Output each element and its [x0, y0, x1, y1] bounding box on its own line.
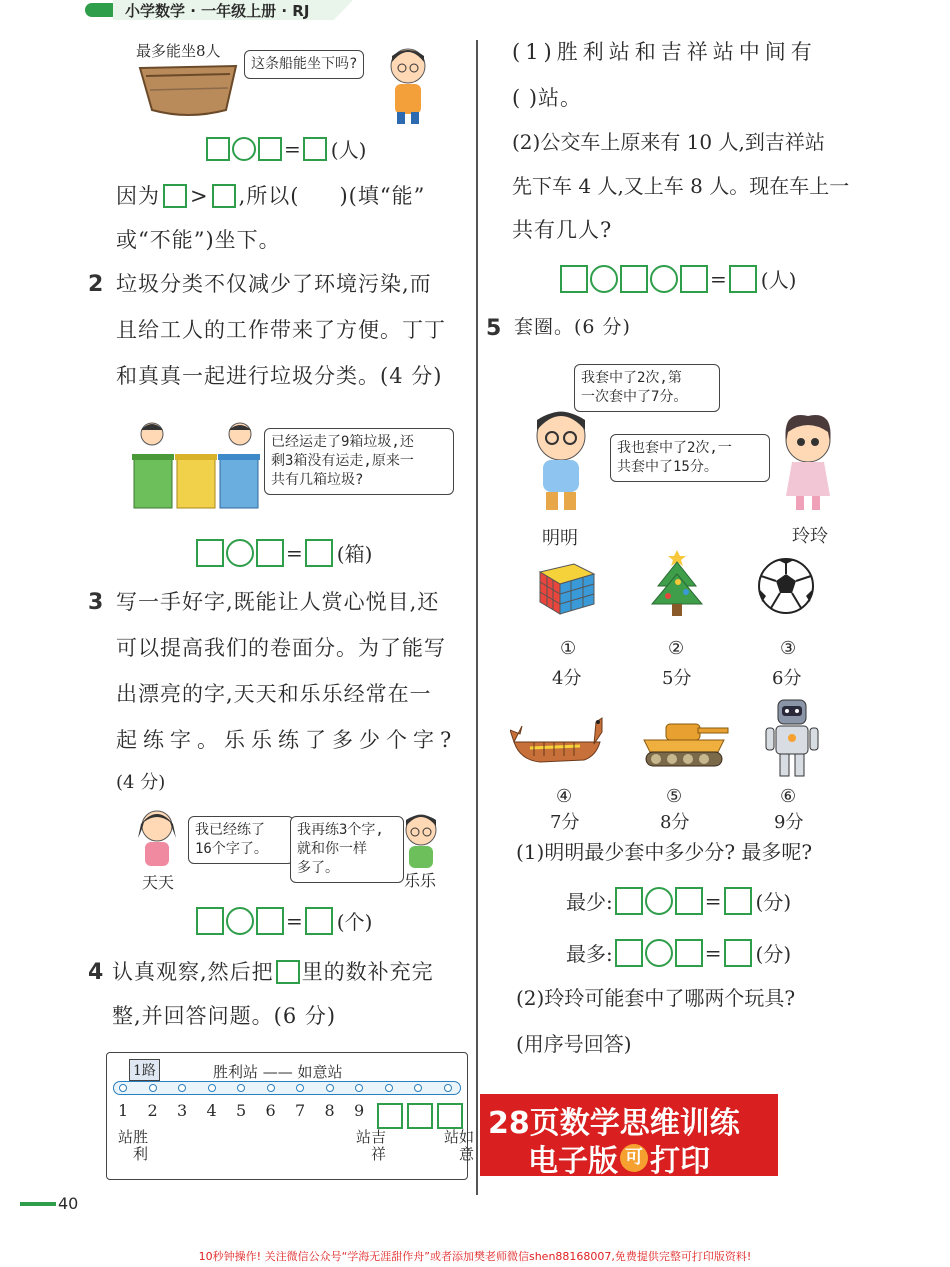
- q4-text-line: 认真观察,然后把 里的数补充完: [112, 959, 434, 984]
- girl-tiantian-icon: [136, 808, 178, 868]
- speech-bubble-garbage: 已经运走了9箱垃圾,还 剩3箱没有运走,原来一 共有几箱垃圾?: [264, 428, 454, 495]
- answer-box[interactable]: [724, 939, 752, 967]
- equation-most: 最多: = (分): [566, 940, 792, 966]
- bus-route-panel: [106, 1052, 475, 1180]
- operator-circle[interactable]: [590, 265, 618, 293]
- answer-box[interactable]: [206, 137, 230, 161]
- answer-box[interactable]: [256, 907, 284, 935]
- q3-text-line: 写一手好字,既能让人赏心悦目,还: [116, 590, 440, 614]
- equation-q4: = (人): [560, 264, 796, 293]
- answer-box[interactable]: [258, 137, 282, 161]
- girl-lingling-icon: [778, 412, 838, 512]
- question-number: 5: [486, 316, 502, 341]
- toy-score: 8分: [660, 812, 690, 833]
- q3-text-line: 出漂亮的字,天天和乐乐经常在一: [116, 682, 432, 706]
- boy-avatar-icon: [386, 46, 430, 126]
- question-number: 2: [88, 272, 104, 297]
- name-lingling: 玲玲: [792, 526, 828, 547]
- answer-box[interactable]: [305, 539, 333, 567]
- answer-box[interactable]: [256, 539, 284, 567]
- q4-sub2-line: 先下车 4 人,又上车 8 人。现在车上一: [512, 174, 850, 198]
- answer-box[interactable]: [407, 1103, 433, 1129]
- route-label: 1路: [129, 1059, 160, 1081]
- toy-index: ⑥: [780, 786, 797, 807]
- q2-text-line: 垃圾分类不仅减少了环境污染,而: [116, 272, 432, 296]
- print-badge: 可: [620, 1144, 648, 1172]
- q4-text-line2: 整,并回答问题。(6 分): [112, 1004, 337, 1028]
- answer-box[interactable]: [305, 907, 333, 935]
- q5-title: 套圈。(6 分): [514, 316, 631, 338]
- robot-icon: [764, 696, 820, 780]
- column-divider: [476, 40, 478, 1195]
- boy-mingming-icon: [528, 408, 594, 512]
- route-stop-number: 4: [206, 1101, 217, 1120]
- name-tiantian: 天天: [142, 873, 175, 892]
- christmas-tree-icon: [646, 546, 708, 620]
- route-stop-dot: [208, 1084, 216, 1092]
- q3-text-line: 可以提高我们的卷面分。为了能写: [116, 636, 446, 660]
- route-stop-number: 1: [118, 1101, 129, 1120]
- answer-box[interactable]: [729, 265, 757, 293]
- route-stop-number: 8: [324, 1101, 335, 1120]
- route-stop-dot: [267, 1084, 275, 1092]
- q5-sub2: (2)玲玲可能套中了哪两个玩具?: [516, 986, 796, 1010]
- q5-sub1: (1)明明最少套中多少分? 最多呢?: [516, 840, 813, 864]
- toy-score: 7分: [550, 812, 580, 833]
- route-stop-number: 9: [354, 1101, 365, 1120]
- toy-index: ②: [668, 638, 685, 659]
- route-stop-dot: [296, 1084, 304, 1092]
- route-stop-dot: [149, 1084, 157, 1092]
- equation-least: 最少: = (分): [566, 888, 792, 914]
- route-stop-dot: [178, 1084, 186, 1092]
- operator-circle[interactable]: [232, 137, 256, 161]
- answer-box[interactable]: [615, 939, 643, 967]
- q4-sub1-line2: ( )站。: [512, 86, 583, 110]
- q2-text-line: 且给工人的工作带来了方便。丁丁: [116, 318, 446, 342]
- boy-lele-icon: [400, 812, 442, 868]
- tank-icon: [638, 716, 730, 772]
- route-stop-number: 2: [147, 1101, 158, 1120]
- answer-box[interactable]: [437, 1103, 463, 1129]
- speech-bubble-lingling: 我也套中了2次,一 共套中了15分。: [610, 434, 770, 482]
- operator-circle[interactable]: [645, 887, 673, 915]
- answer-box[interactable]: [196, 539, 224, 567]
- route-stop-dot: [119, 1084, 127, 1092]
- name-mingming: 明明: [542, 528, 578, 549]
- promo-banner[interactable]: [480, 1094, 778, 1179]
- toy-score: 9分: [774, 812, 804, 833]
- answer-box[interactable]: [377, 1103, 403, 1129]
- rubiks-cube-icon: [536, 556, 598, 618]
- answer-box[interactable]: [615, 887, 643, 915]
- q3-score: (4 分): [116, 772, 166, 793]
- question-number: 4: [88, 960, 104, 985]
- route-stop-dot: [385, 1084, 393, 1092]
- blank-stop-boxes: [377, 1103, 463, 1129]
- equation-q1: = (人): [206, 134, 366, 163]
- toy-score: 4分: [552, 668, 582, 689]
- answer-box[interactable]: [163, 184, 187, 208]
- q4-sub1-line: (1)胜利站和吉祥站中间有: [512, 40, 817, 64]
- answer-box[interactable]: [212, 184, 236, 208]
- equation-q2: = (箱): [196, 538, 372, 567]
- answer-box[interactable]: [560, 265, 588, 293]
- route-stop-dot: [326, 1084, 334, 1092]
- route-track: [113, 1081, 461, 1095]
- page-number-bar: [20, 1202, 56, 1206]
- toy-index: ③: [780, 638, 797, 659]
- route-stop-number: 7: [295, 1101, 306, 1120]
- name-lele: 乐乐: [404, 871, 437, 890]
- route-stop-dot: [237, 1084, 245, 1092]
- speech-bubble-boat: 这条船能坐下吗?: [244, 50, 364, 79]
- question-number: 3: [88, 590, 104, 615]
- toy-index: ①: [560, 638, 577, 659]
- equation-q3: = (个): [196, 906, 372, 935]
- answer-box[interactable]: [724, 887, 752, 915]
- route-stop-number: 6: [265, 1101, 276, 1120]
- operator-circle[interactable]: [226, 539, 254, 567]
- toy-score: 5分: [662, 668, 692, 689]
- q1-reason-line: 因为 > ,所以( )(填“能”: [116, 183, 426, 208]
- station-label-jixiang: 吉祥站: [354, 1129, 387, 1163]
- q5-sub2-line2: (用序号回答): [516, 1032, 632, 1056]
- answer-box[interactable]: [675, 939, 703, 967]
- toy-score: 6分: [772, 668, 802, 689]
- answer-box[interactable]: [675, 887, 703, 915]
- boat-icon: [138, 60, 238, 120]
- route-stop-dot: [444, 1084, 452, 1092]
- route-stop-number: 3: [177, 1101, 188, 1120]
- recycling-bins-icon: [132, 420, 262, 512]
- q4-sub2-line: 共有几人?: [512, 218, 613, 242]
- promo-line2: 电子版 可 打印: [528, 1144, 710, 1179]
- toy-index: ⑤: [666, 786, 683, 807]
- header-band: [85, 0, 355, 22]
- operator-circle[interactable]: [645, 939, 673, 967]
- answer-box[interactable]: [276, 960, 300, 984]
- answer-box[interactable]: [680, 265, 708, 293]
- answer-box[interactable]: [303, 137, 327, 161]
- speech-bubble-mingming: 我套中了2次,第 一次套中了7分。: [574, 364, 720, 412]
- footer-banner: 10秒钟操作! 关注微信公众号“学海无涯甜作舟”或者添加樊老师微信shen88168007,免费提供完整可打印版资料!: [198, 1250, 752, 1263]
- soccer-ball-icon: [756, 556, 816, 616]
- route-stop-number: 5: [236, 1101, 247, 1120]
- boat-caption: 最多能坐8人: [136, 42, 221, 60]
- answer-box[interactable]: [620, 265, 648, 293]
- route-title: 胜利站 —— 如意站: [213, 1063, 343, 1081]
- answer-box[interactable]: [196, 907, 224, 935]
- q1-reason-line2: 或“不能”)坐下。: [116, 228, 281, 252]
- speech-bubble-lele: 我再练3个字, 就和你一样 多了。: [290, 816, 404, 883]
- station-label-shengli: 胜利站: [116, 1129, 149, 1163]
- dragon-boat-icon: [510, 712, 604, 772]
- page-number: 40: [58, 1194, 79, 1213]
- promo-line1: 28页数学思维训练: [488, 1106, 740, 1141]
- operator-circle[interactable]: [650, 265, 678, 293]
- header-title: 小学数学 · 一年级上册 · RJ: [125, 2, 310, 20]
- operator-circle[interactable]: [226, 907, 254, 935]
- route-stop-dot: [355, 1084, 363, 1092]
- station-label-ruyi: 如意站: [442, 1129, 475, 1163]
- route-stop-dot: [414, 1084, 422, 1092]
- q4-sub2-line: (2)公交车上原来有 10 人,到吉祥站: [512, 130, 825, 154]
- toy-index: ④: [556, 786, 573, 807]
- speech-bubble-tiantian: 我已经练了 16个字了。: [188, 816, 294, 864]
- q3-text-line: 起练字。乐乐练了多少个字?: [116, 728, 458, 752]
- q2-text-line: 和真真一起进行垃圾分类。(4 分): [116, 364, 443, 388]
